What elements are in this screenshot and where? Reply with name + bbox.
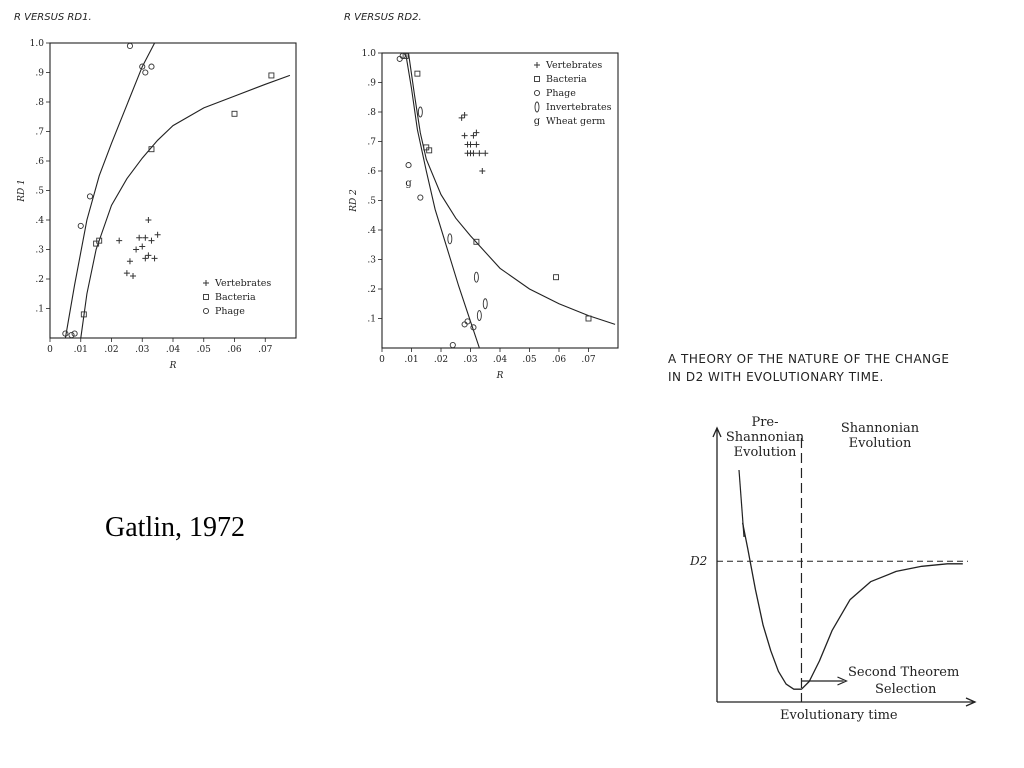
theory-x-axis-label: Evolutionary time	[780, 708, 898, 723]
theory-region-pre-shannonian: Pre-	[751, 415, 779, 430]
theory-region-shannonian: Shannonian	[840, 421, 920, 436]
chart1-y-tick-label: .7	[35, 127, 44, 138]
chart2-point-invertebrates	[418, 107, 422, 117]
chart2-y-tick-label: .7	[367, 137, 376, 148]
chart2-legend-marker-bacteria	[535, 77, 540, 82]
chart2-point-phage	[462, 322, 467, 327]
chart1-point-phage	[87, 194, 92, 199]
chart1-point-phage	[69, 332, 74, 337]
chart2-point-bacteria	[427, 148, 432, 153]
chart1-y-tick-label: .9	[35, 68, 44, 79]
chart-2-title: R VERSUS RD2.	[344, 12, 422, 23]
chart1-x-tick-label: .06	[227, 345, 242, 355]
chart1-fit-curve-1	[65, 43, 154, 338]
chart2-y-tick-label: 1.0	[361, 49, 376, 59]
chart1-legend-marker-vertebrates	[203, 280, 209, 286]
chart2-plot-frame	[382, 53, 618, 348]
chart2-point-invertebrates	[474, 272, 478, 282]
caption: Gatlin, 1972	[105, 512, 245, 543]
chart1-y-tick-label: .3	[35, 245, 44, 256]
chart2-y-tick-label: .8	[367, 108, 376, 118]
chart2-y-tick-label: .6	[367, 167, 376, 177]
chart2-y-tick-label: .9	[367, 78, 376, 89]
chart2-point-invertebrates	[477, 311, 481, 321]
chart2-x-tick-label: .07	[581, 355, 596, 365]
chart1-point-vertebrates	[142, 235, 148, 241]
chart2-point-vertebrates	[462, 133, 468, 139]
chart1-y-tick-label: .5	[35, 186, 44, 197]
chart1-legend-label-vertebrates: Vertebrates	[215, 278, 272, 289]
chart1-y-tick-label: .6	[35, 157, 44, 167]
chart2-fit-curve-2	[409, 53, 616, 324]
chart2-point-phage	[450, 342, 455, 347]
chart1-x-tick-label: .04	[165, 345, 181, 355]
chart1-y-tick-label: .1	[35, 304, 44, 315]
chart1-point-vertebrates	[142, 255, 148, 261]
chart1-x-tick-label: .03	[135, 345, 150, 355]
theory-region-pre-shannonian: Evolution	[733, 445, 797, 460]
chart2-point-vertebrates	[473, 141, 479, 147]
chart1-legend-marker-phage	[203, 308, 208, 313]
chart2-legend-label-vertebrates: Vertebrates	[546, 60, 603, 71]
chart2-point-phage	[465, 319, 470, 324]
chart1-x-tick-label: .07	[258, 345, 273, 355]
chart2-point-vertebrates	[470, 133, 476, 139]
chart2-point-vertebrates	[459, 115, 465, 121]
chart1-x-tick-label: .01	[73, 345, 88, 355]
chart2-point-vertebrates	[473, 130, 479, 136]
chart2-x-axis-label: R	[496, 371, 504, 381]
chart2-x-tick-label: .02	[433, 355, 449, 365]
chart2-point-vertebrates	[482, 150, 488, 156]
chart2-x-tick-label: .05	[522, 355, 537, 365]
chart1-point-vertebrates	[127, 258, 133, 264]
chart-rd2	[344, 38, 634, 383]
chart1-point-phage	[127, 43, 132, 48]
chart1-point-vertebrates	[136, 235, 142, 241]
chart2-legend-label-invertebrates: Invertebrates	[546, 102, 612, 113]
chart2-legend-marker-phage	[534, 90, 539, 95]
chart1-fit-curve-2	[81, 75, 290, 338]
chart2-point-vertebrates	[470, 150, 476, 156]
chart2-point-vertebrates	[462, 112, 468, 118]
chart1-point-vertebrates	[145, 217, 151, 223]
chart1-x-tick-label: 0	[47, 345, 53, 355]
theory-y-axis-label: D2	[690, 554, 708, 569]
theory-early-stroke	[739, 470, 744, 537]
chart2-point-vertebrates	[465, 141, 471, 147]
chart2-point-vertebrates	[476, 150, 482, 156]
chart2-x-tick-label: .01	[404, 355, 419, 365]
theory-title-line-2: IN D2 WITH EVOLUTIONARY TIME.	[668, 370, 884, 384]
theory-annotation-line-2: Selection	[875, 682, 937, 697]
chart1-point-vertebrates	[130, 273, 136, 279]
chart-1-title: R VERSUS RD1.	[14, 12, 92, 23]
chart2-point-bacteria	[554, 275, 559, 280]
chart1-point-vertebrates	[155, 232, 161, 238]
chart2-fit-curve-1	[406, 53, 480, 348]
chart2-point-phage	[397, 56, 402, 61]
chart2-y-tick-label: .1	[367, 314, 376, 325]
chart2-point-phage	[400, 53, 405, 58]
chart1-point-bacteria	[269, 73, 274, 78]
chart2-point-phage	[418, 195, 423, 200]
chart2-legend-marker-wheat-germ: g	[533, 116, 541, 127]
chart1-y-axis-label: RD 1	[17, 179, 27, 202]
theory-annotation-line-1: Second Theorem	[848, 665, 960, 680]
chart1-point-phage	[143, 70, 148, 75]
theory-region-pre-shannonian: Shannonian	[725, 430, 805, 445]
chart1-y-tick-label: .2	[35, 275, 44, 285]
chart1-x-tick-label: .05	[196, 345, 211, 355]
chart1-point-phage	[72, 331, 77, 336]
chart1-legend-label-bacteria: Bacteria	[215, 292, 256, 303]
chart2-legend-label-bacteria: Bacteria	[546, 74, 587, 85]
chart1-x-axis-label: R	[169, 361, 177, 371]
chart1-point-phage	[78, 223, 83, 228]
chart-theory-d2	[670, 400, 990, 735]
chart2-y-tick-label: .2	[367, 285, 376, 295]
chart1-point-vertebrates	[139, 244, 145, 250]
chart1-point-vertebrates	[148, 238, 154, 244]
chart2-point-invertebrates	[448, 234, 452, 244]
chart2-point-bacteria	[415, 71, 420, 76]
theory-region-shannonian: Evolution	[848, 436, 912, 451]
chart2-y-tick-label: .4	[367, 226, 376, 236]
chart2-legend-marker-vertebrates	[534, 62, 540, 68]
chart2-y-tick-label: .3	[367, 255, 376, 266]
chart2-point-wheat-germ: g	[405, 177, 412, 189]
chart-rd1	[10, 28, 300, 378]
chart2-x-tick-label: .04	[492, 355, 508, 365]
chart1-legend-label-phage: Phage	[215, 306, 245, 317]
chart1-point-vertebrates	[133, 247, 139, 253]
chart2-point-vertebrates	[479, 168, 485, 174]
chart2-x-tick-label: 0	[379, 355, 385, 365]
chart1-point-vertebrates	[124, 270, 130, 276]
chart2-legend-label-wheat-germ: Wheat germ	[546, 116, 606, 127]
chart2-legend-marker-invertebrates	[535, 102, 539, 112]
theory-title-line-1: A THEORY OF THE NATURE OF THE CHANGE	[668, 352, 950, 366]
chart2-legend-label-phage: Phage	[546, 88, 576, 99]
chart2-x-tick-label: .06	[551, 355, 567, 365]
chart1-y-tick-label: .4	[35, 216, 44, 226]
chart2-y-tick-label: .5	[367, 196, 376, 207]
chart1-point-vertebrates	[145, 252, 151, 258]
chart1-x-tick-label: .02	[104, 345, 119, 355]
chart1-point-vertebrates	[152, 255, 158, 261]
chart1-y-tick-label: 1.0	[29, 39, 44, 49]
chart1-y-tick-label: .8	[35, 98, 44, 108]
chart1-legend-marker-bacteria	[204, 295, 209, 300]
chart2-point-invertebrates	[483, 299, 487, 309]
chart1-point-vertebrates	[116, 238, 122, 244]
chart2-x-tick-label: .03	[463, 355, 478, 365]
chart1-point-bacteria	[232, 111, 237, 116]
chart1-point-phage	[149, 64, 154, 69]
chart2-y-axis-label: RD 2	[349, 189, 359, 212]
chart2-point-phage	[406, 163, 411, 168]
